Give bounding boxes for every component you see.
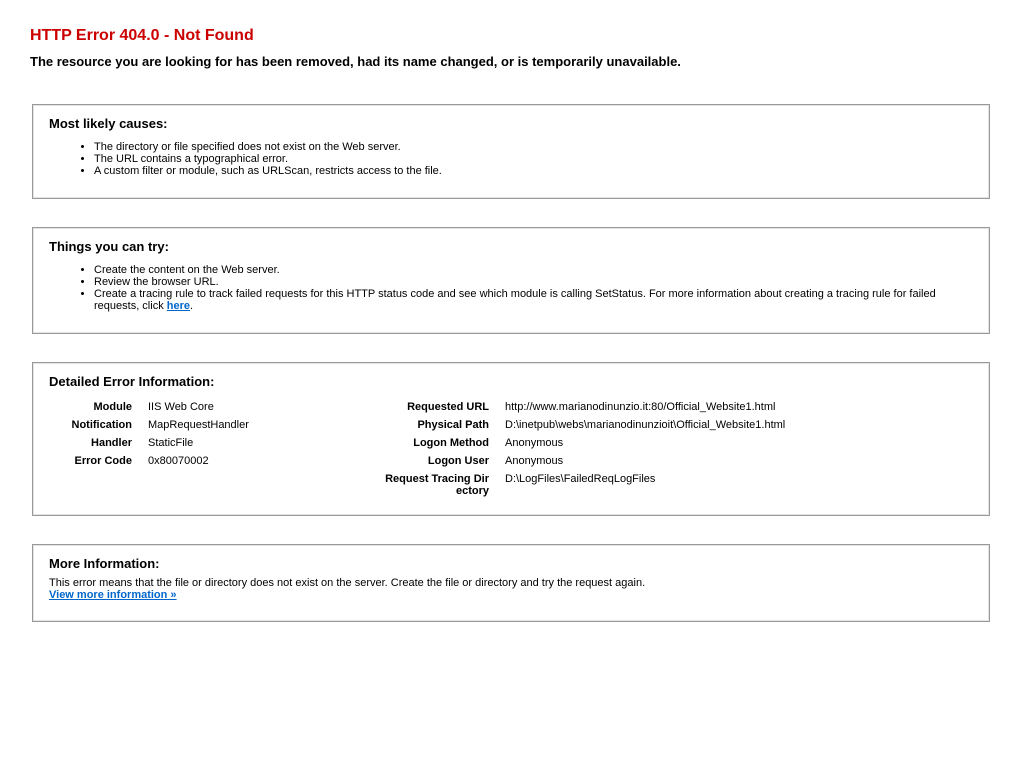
more-information-heading: More Information: <box>49 556 160 571</box>
error-header <box>30 26 990 71</box>
things-to-try-section <box>32 227 990 334</box>
handler-label: Handler <box>91 437 132 449</box>
tracing-rule-text: Create a tracing rule to track failed requests for this HTTP status code and see which module is calling SetStatus. For more information about creating a tracing rule for failed requests, click <box>94 288 936 312</box>
notification-value: MapRequestHandler <box>148 419 249 431</box>
logon-method-value: Anonymous <box>505 437 564 449</box>
logon-method-label: Logon Method <box>413 437 489 449</box>
likely-causes-section <box>32 104 990 199</box>
table-row <box>385 419 805 437</box>
list-item: • The URL contains a typographical error. <box>94 153 971 165</box>
tracing-directory-value: D:\LogFiles\FailedReqLogFiles <box>505 473 656 485</box>
tracing-directory-label: Request Tracing Directory <box>385 473 489 497</box>
list-item: • The directory or file specified does not exist on the Web server. <box>94 141 971 153</box>
error-title: HTTP Error 404.0 - Not Found <box>30 27 254 44</box>
likely-causes-heading: Most likely causes: <box>49 116 168 131</box>
table-row <box>49 437 308 455</box>
table-row <box>385 455 805 473</box>
more-information-link-wrapper <box>49 589 177 601</box>
table-row <box>385 401 805 419</box>
table-row <box>49 401 308 419</box>
physical-path-label: Physical Path <box>417 419 489 431</box>
table-row <box>385 437 805 455</box>
things-to-try-list <box>49 264 971 312</box>
module-label: Module <box>93 401 132 413</box>
view-more-information-link[interactable]: View more information » <box>49 589 177 601</box>
list-item: • A custom filter or module, such as URLScan, restricts access to the file. <box>94 165 971 177</box>
notification-label: Notification <box>71 419 132 431</box>
physical-path-value: D:\inetpub\webs\marianodinunzioit\Official_Website1.html <box>505 419 786 431</box>
detailed-error-section <box>32 362 990 516</box>
tracing-rule-end: . <box>190 300 194 312</box>
error-detail-table-right <box>385 401 805 497</box>
module-value: IIS Web Core <box>148 401 214 413</box>
list-item: • Review the browser URL. <box>94 276 971 288</box>
requested-url-label: Requested URL <box>407 401 489 413</box>
more-information-text: This error means that the file or directory does not exist on the server. Create the file or directory and try the request again. <box>49 577 646 589</box>
error-code-value: 0x80070002 <box>148 455 209 467</box>
handler-value: StaticFile <box>148 437 194 449</box>
here-link[interactable]: here <box>166 300 190 312</box>
error-detail-table-left <box>49 401 308 473</box>
error-code-label: Error Code <box>74 455 132 467</box>
table-row <box>49 455 308 473</box>
likely-causes-list <box>49 141 971 177</box>
logon-user-label: Logon User <box>427 455 489 467</box>
table-row <box>49 419 308 437</box>
table-row <box>385 473 805 497</box>
detailed-error-heading: Detailed Error Information: <box>49 374 215 389</box>
list-item: • Create the content on the Web server. <box>94 264 971 276</box>
error-subtitle: The resource you are looking for has been removed, had its name changed, or is temporarily unavailable. <box>30 54 681 69</box>
requested-url-value: http://www.marianodinunzio.it:80/Official_Website1.html <box>505 401 776 413</box>
things-to-try-heading: Things you can try: <box>49 239 169 254</box>
more-information-section <box>32 544 990 622</box>
logon-user-value: Anonymous <box>505 455 564 467</box>
list-item-tracing-rule <box>94 288 971 312</box>
